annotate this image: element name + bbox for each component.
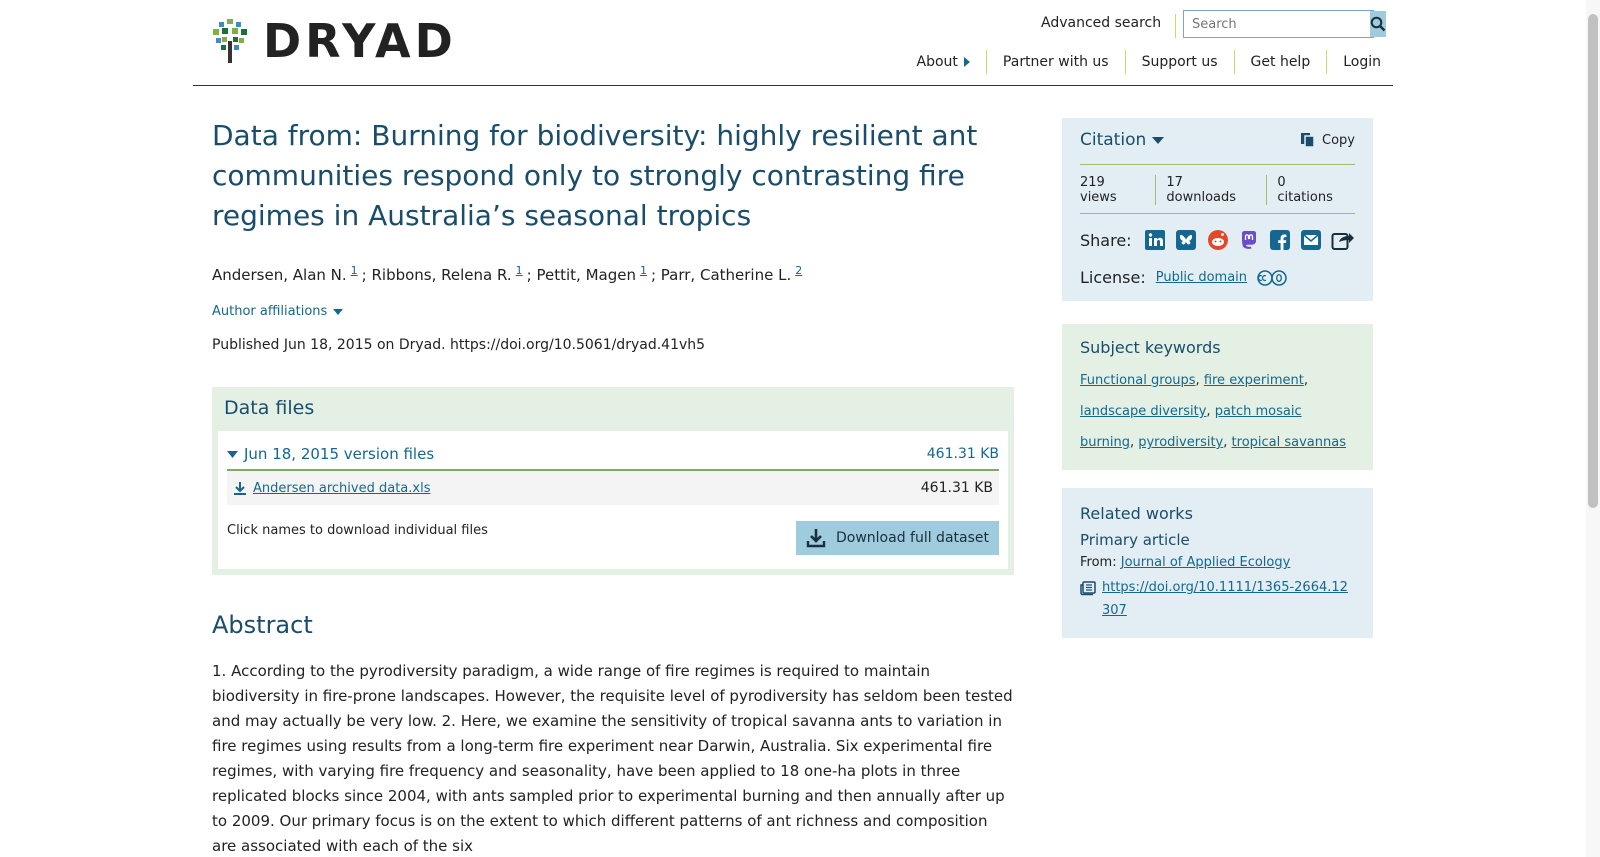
from-label: From: xyxy=(1080,555,1117,570)
file-download-link[interactable]: Andersen archived data.xls xyxy=(253,480,431,496)
usage-metrics xyxy=(1080,165,1355,214)
nav-about-label: About xyxy=(916,54,958,70)
affiliation-marker[interactable]: 2 xyxy=(795,264,803,277)
author-affiliations-label: Author affiliations xyxy=(212,304,328,319)
mastodon-icon[interactable] xyxy=(1237,228,1260,252)
download-full-dataset-label: Download full dataset xyxy=(835,530,989,546)
version-label: Jun 18, 2015 version files xyxy=(244,445,435,463)
nav-support[interactable]: Support us xyxy=(1125,50,1234,74)
keyword-link[interactable]: tropical savannas xyxy=(1231,435,1346,450)
nav-help[interactable]: Get help xyxy=(1234,50,1327,74)
download-icon xyxy=(233,481,247,495)
citation-header xyxy=(1080,130,1355,165)
share-external-icon[interactable] xyxy=(1331,228,1355,252)
share-row xyxy=(1080,228,1355,252)
journal-link[interactable]: Journal of Applied Ecology xyxy=(1120,555,1291,570)
doi-line-1: https://doi.org/10.1111/1365-2664.12 xyxy=(1102,580,1348,595)
email-icon[interactable] xyxy=(1300,228,1323,252)
caret-down-icon xyxy=(1152,137,1164,144)
bluesky-icon[interactable] xyxy=(1175,228,1198,252)
article-icon xyxy=(1080,580,1096,596)
main-content xyxy=(212,116,1014,857)
related-works-panel xyxy=(1062,488,1373,638)
share-label: Share: xyxy=(1080,230,1132,250)
published-line: Published Jun 18, 2015 on Dryad. https://doi.org/10.5061/dryad.41vh5 xyxy=(212,337,706,353)
data-files-footer xyxy=(227,521,999,555)
file-left xyxy=(233,481,430,496)
license-label: License: xyxy=(1080,268,1146,287)
citations-count: 0 citations xyxy=(1266,175,1355,205)
tree-logo-icon xyxy=(213,19,247,63)
copy-citation-button[interactable] xyxy=(1300,132,1355,148)
citation-panel xyxy=(1062,118,1373,301)
affiliation-marker[interactable]: 1 xyxy=(515,264,523,277)
copy-icon xyxy=(1300,132,1316,148)
keywords-list: Functional groups, fire experiment, landscape diversity, patch mosaic burning, pyrodiversity, tropical savannas xyxy=(1080,373,1346,450)
scrollbar-track[interactable] xyxy=(1586,0,1600,857)
abstract-text: 1. According to the pyrodiversity paradigm, a wide range of fire regimes is required to maintain biodiversity in fire-prone landscapes. However, the requisite level of pyrodiversity has seldom been tested and may actually be very low. 2. Here, we examine the sensitivity of tropical savanna ants to variation in fire regimes using results from a long-term fire experiment near Darwin, Australia. Six experimental fire regimes, with varying fire frequency and seasonality, have been applied to 18 one-ha plots in three replicated blocks since 2004, with ants sampled prior to experimental burning and then annually after up to 2009. Our primary focus is on the extent to which different patterns of ant richness and composition are associated with each of the six xyxy=(212,662,1013,855)
doi-link[interactable] xyxy=(1102,576,1348,622)
views-count: 219 views xyxy=(1080,175,1117,205)
abstract-heading: Abstract xyxy=(212,611,313,639)
search-button[interactable] xyxy=(1370,11,1386,37)
logo-text: DRYAD xyxy=(263,14,457,68)
dryad-logo[interactable] xyxy=(213,16,457,66)
license-link[interactable]: Public domain xyxy=(1155,270,1248,285)
author-name[interactable]: Ribbons, Relena R. xyxy=(371,266,512,284)
search-box xyxy=(1183,10,1374,38)
journal-line xyxy=(1080,555,1355,570)
version-size: 461.31 KB xyxy=(926,446,999,462)
facebook-icon[interactable] xyxy=(1269,228,1292,252)
citation-label: Citation xyxy=(1080,130,1147,150)
reddit-icon[interactable] xyxy=(1206,228,1229,252)
download-note: Click names to download individual files xyxy=(227,523,488,538)
keyword-link[interactable]: Functional groups xyxy=(1080,373,1196,388)
dataset-title: Data from: Burning for biodiversity: highly resilient ant communities respond only to strongly contrasting fire regimes in Australia’s seasonal tropics xyxy=(212,119,978,232)
version-toggle[interactable] xyxy=(227,445,999,471)
keyword-link[interactable]: pyrodiversity xyxy=(1138,435,1224,450)
citation-toggle[interactable] xyxy=(1080,130,1164,150)
file-row xyxy=(227,471,999,505)
caret-right-icon xyxy=(964,57,970,67)
license-row xyxy=(1080,268,1355,287)
cc-zero-icon xyxy=(1257,270,1289,286)
nav-partner[interactable]: Partner with us xyxy=(986,50,1125,74)
author-list: Andersen, Alan N. $^1$ ; Ribbons, Relena R. $^1$ ; Pettit, Magen $^1$ ; Parr, Catherine L. $^2$ xyxy=(212,264,803,284)
related-works-heading: Related works xyxy=(1080,504,1193,523)
caret-down-icon xyxy=(227,451,238,458)
keyword-link[interactable]: fire experiment xyxy=(1203,373,1304,388)
keywords-heading: Subject keywords xyxy=(1080,338,1221,357)
data-files-heading: Data files xyxy=(224,397,315,419)
doi-line-2: 307 xyxy=(1102,603,1127,618)
file-size: 461.31 KB xyxy=(920,480,993,496)
download-full-dataset-button[interactable] xyxy=(796,521,999,555)
site-header xyxy=(193,0,1393,86)
author-name[interactable]: Parr, Catherine L. xyxy=(660,266,792,284)
advanced-search-link[interactable]: Advanced search xyxy=(1041,14,1176,38)
keyword-link[interactable]: patch mosaic burning xyxy=(1080,404,1302,450)
author-name[interactable]: Andersen, Alan N. xyxy=(212,266,347,284)
search-input[interactable] xyxy=(1184,11,1370,37)
linkedin-icon[interactable] xyxy=(1144,228,1167,252)
keyword-link[interactable]: landscape diversity xyxy=(1080,404,1207,419)
main-nav xyxy=(901,50,1393,74)
author-affiliations-toggle[interactable] xyxy=(212,304,1014,319)
data-files-panel xyxy=(212,387,1014,575)
subject-keywords-panel xyxy=(1062,324,1373,470)
author-name[interactable]: Pettit, Magen xyxy=(536,266,636,284)
copy-label: Copy xyxy=(1322,132,1355,148)
caret-down-icon xyxy=(333,309,343,315)
data-files-body xyxy=(218,431,1008,569)
downloads-count: 17 downloads xyxy=(1155,175,1266,205)
primary-article-label: Primary article xyxy=(1080,531,1190,549)
nav-about[interactable] xyxy=(901,50,986,74)
affiliation-marker[interactable]: 1 xyxy=(639,264,647,277)
nav-login[interactable]: Login xyxy=(1326,50,1393,74)
magnifier-icon xyxy=(1370,16,1386,32)
version-left xyxy=(227,445,434,463)
download-icon xyxy=(806,528,826,548)
affiliation-marker[interactable]: 1 xyxy=(350,264,358,277)
scrollbar-thumb[interactable] xyxy=(1588,14,1598,508)
primary-article-doi xyxy=(1080,576,1355,622)
